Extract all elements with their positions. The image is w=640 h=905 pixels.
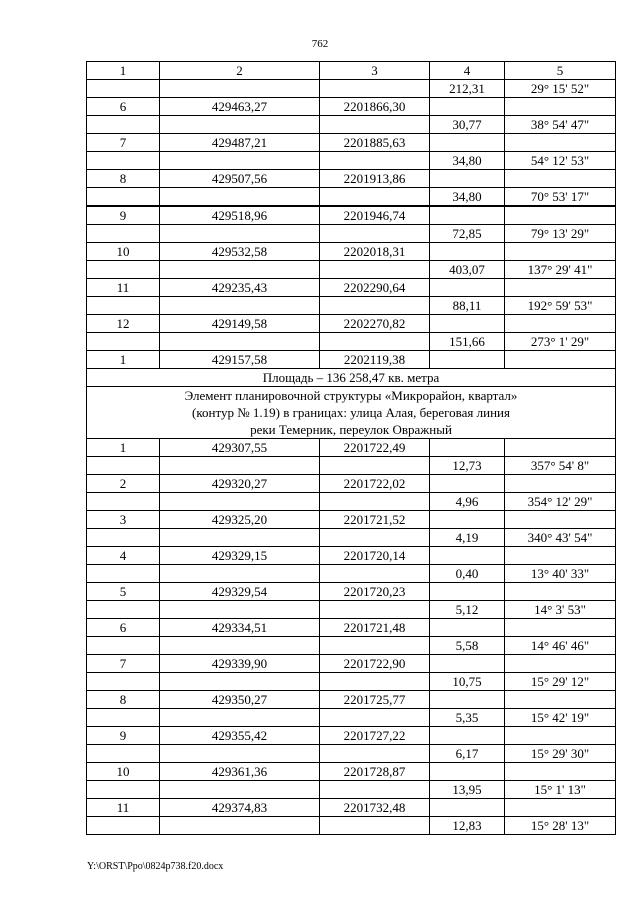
table-cell: 2201946,74 [320, 206, 430, 225]
table-cell: 429507,56 [160, 170, 320, 188]
table-cell: 14° 46' 46" [505, 637, 616, 655]
table-cell [320, 709, 430, 727]
table-cell: 2201722,49 [320, 439, 430, 457]
table-row [87, 297, 616, 315]
element-description-row [87, 387, 616, 439]
table-cell [505, 799, 616, 817]
table-cell [87, 80, 160, 98]
table-cell: 429157,58 [160, 351, 320, 369]
coordinates-table [86, 61, 616, 835]
table-row [87, 134, 616, 152]
table-cell: 429374,83 [160, 799, 320, 817]
table-cell: 429532,58 [160, 243, 320, 261]
table-cell: 30,77 [430, 116, 505, 134]
table-cell: 429463,27 [160, 98, 320, 116]
table-cell: 2202290,64 [320, 279, 430, 297]
table-cell: 2201913,86 [320, 170, 430, 188]
table-cell [320, 297, 430, 315]
table-cell [320, 333, 430, 351]
table-cell [87, 673, 160, 691]
table-cell: 212,31 [430, 80, 505, 98]
table-cell [320, 529, 430, 547]
table-cell: 2201722,02 [320, 475, 430, 493]
table-cell [160, 457, 320, 475]
table-cell [505, 583, 616, 601]
table-cell [320, 225, 430, 243]
table-cell: 192° 59' 53" [505, 297, 616, 315]
table-cell: 429320,27 [160, 475, 320, 493]
table-cell: 9 [87, 727, 160, 745]
table-cell: 11 [87, 799, 160, 817]
table-cell: 5,12 [430, 601, 505, 619]
table-cell [87, 188, 160, 207]
table-cell: 429329,15 [160, 547, 320, 565]
table-cell [87, 565, 160, 583]
table-cell: 6,17 [430, 745, 505, 763]
table-row [87, 763, 616, 781]
table-cell: 2201885,63 [320, 134, 430, 152]
table-cell [505, 439, 616, 457]
table-cell [505, 547, 616, 565]
table-cell [430, 583, 505, 601]
table-cell [320, 565, 430, 583]
table-row [87, 727, 616, 745]
table-row [87, 745, 616, 763]
table-cell: 2201727,22 [320, 727, 430, 745]
table-cell [87, 781, 160, 799]
element-description-line: (контур № 1.19) в границах: улица Алая, береговая линия [192, 405, 510, 420]
table-cell: 7 [87, 134, 160, 152]
table-cell: 2202270,82 [320, 315, 430, 333]
table-cell: 8 [87, 691, 160, 709]
table-cell: 11 [87, 279, 160, 297]
table-cell: 6 [87, 98, 160, 116]
table-cell: 429350,27 [160, 691, 320, 709]
table-cell: 151,66 [430, 333, 505, 351]
table-cell: 15° 29' 12" [505, 673, 616, 691]
table-cell: 4,96 [430, 493, 505, 511]
table-cell: 2202018,31 [320, 243, 430, 261]
page-number: 762 [311, 38, 329, 50]
table-row [87, 457, 616, 475]
table-cell: 14° 3' 53" [505, 601, 616, 619]
table-cell: 15° 28' 13" [505, 817, 616, 835]
table-cell [87, 529, 160, 547]
table-cell: 72,85 [430, 225, 505, 243]
table-cell [160, 225, 320, 243]
table-cell [160, 565, 320, 583]
table-cell: 2201720,23 [320, 583, 430, 601]
table-cell: 2201732,48 [320, 799, 430, 817]
table-cell [320, 745, 430, 763]
table-cell [430, 206, 505, 225]
table-cell: 15° 42' 19" [505, 709, 616, 727]
table-row [87, 799, 616, 817]
table-cell [430, 547, 505, 565]
table-cell [430, 98, 505, 116]
table-cell [320, 116, 430, 134]
table-cell [320, 493, 430, 511]
table-cell [87, 709, 160, 727]
table-cell: 429149,58 [160, 315, 320, 333]
table-cell: 9 [87, 206, 160, 225]
table-cell [87, 116, 160, 134]
table-row [87, 170, 616, 188]
table-row [87, 493, 616, 511]
table-cell: 3 [87, 511, 160, 529]
table-cell: 5,58 [430, 637, 505, 655]
table-cell [505, 727, 616, 745]
table-cell: 2201721,48 [320, 619, 430, 637]
table-row [87, 116, 616, 134]
table-cell [430, 655, 505, 673]
table-cell [320, 457, 430, 475]
table-cell: 12,83 [430, 817, 505, 835]
table-cell [160, 673, 320, 691]
table-cell [505, 351, 616, 369]
table-row [87, 333, 616, 351]
table-cell: 429329,54 [160, 583, 320, 601]
table-cell: 4,19 [430, 529, 505, 547]
table-row [87, 709, 616, 727]
table-row [87, 565, 616, 583]
table-row [87, 152, 616, 170]
element-description [87, 387, 616, 439]
table-cell: 29° 15' 52" [505, 80, 616, 98]
table-row [87, 583, 616, 601]
table-cell: 13,95 [430, 781, 505, 799]
table-cell [320, 152, 430, 170]
table-cell: 1 [87, 439, 160, 457]
table-cell [87, 333, 160, 351]
table-cell [430, 691, 505, 709]
table-row [87, 817, 616, 835]
table-row [87, 351, 616, 369]
table-cell [320, 637, 430, 655]
table-cell [87, 152, 160, 170]
table-cell [87, 261, 160, 279]
header-cell: 3 [320, 62, 430, 80]
table-cell: 5 [87, 583, 160, 601]
table-cell [160, 601, 320, 619]
table-cell: 10 [87, 243, 160, 261]
table-cell [320, 80, 430, 98]
table-cell [320, 261, 430, 279]
table-cell: 354° 12' 29" [505, 493, 616, 511]
table-row [87, 547, 616, 565]
table-cell [320, 781, 430, 799]
table-cell: 429518,96 [160, 206, 320, 225]
area-text: Площадь – 136 258,47 кв. метра [87, 369, 616, 387]
table-cell: 429487,21 [160, 134, 320, 152]
header-cell: 4 [430, 62, 505, 80]
table-cell: 429339,90 [160, 655, 320, 673]
header-cell: 5 [505, 62, 616, 80]
table-row [87, 655, 616, 673]
table-cell: 10 [87, 763, 160, 781]
table-cell [160, 152, 320, 170]
table-cell: 340° 43' 54" [505, 529, 616, 547]
element-description-line: реки Темерник, переулок Овражный [250, 422, 452, 437]
table-row [87, 80, 616, 98]
footer-file-path: Y:\ORST\Ppo\0824p738.f20.docx [87, 861, 224, 872]
table-cell [430, 727, 505, 745]
table-cell [87, 745, 160, 763]
table-row [87, 439, 616, 457]
table-cell: 2201725,77 [320, 691, 430, 709]
table-cell [505, 315, 616, 333]
table-cell: 357° 54' 8" [505, 457, 616, 475]
table-cell [320, 188, 430, 207]
table-row [87, 619, 616, 637]
table-cell [160, 188, 320, 207]
table-cell [505, 619, 616, 637]
table-cell: 13° 40' 33" [505, 565, 616, 583]
table-cell [430, 763, 505, 781]
table-cell [505, 206, 616, 225]
table-cell [430, 315, 505, 333]
table-cell [430, 170, 505, 188]
table-cell: 429361,36 [160, 763, 320, 781]
header-cell: 1 [87, 62, 160, 80]
table-cell: 15° 1' 13" [505, 781, 616, 799]
table-cell [505, 170, 616, 188]
table-cell [505, 511, 616, 529]
table-cell [87, 457, 160, 475]
table-cell [160, 493, 320, 511]
table-cell: 54° 12' 53" [505, 152, 616, 170]
table-cell: 88,11 [430, 297, 505, 315]
table-cell [160, 261, 320, 279]
table-cell [87, 637, 160, 655]
table-cell [430, 351, 505, 369]
table-cell: 34,80 [430, 152, 505, 170]
table-cell [320, 817, 430, 835]
table-cell [505, 134, 616, 152]
table-cell [160, 116, 320, 134]
table-cell [320, 601, 430, 619]
table-row [87, 225, 616, 243]
table-cell: 429334,51 [160, 619, 320, 637]
table-cell: 137° 29' 41" [505, 261, 616, 279]
table-cell: 429325,20 [160, 511, 320, 529]
table-cell [160, 781, 320, 799]
table-row [87, 188, 616, 207]
table-cell: 6 [87, 619, 160, 637]
table-row [87, 691, 616, 709]
table-cell: 273° 1' 29" [505, 333, 616, 351]
table-cell: 5,35 [430, 709, 505, 727]
table-cell: 38° 54' 47" [505, 116, 616, 134]
table-row [87, 279, 616, 297]
table-cell: 2201722,90 [320, 655, 430, 673]
table-cell [160, 637, 320, 655]
element-description-line: Элемент планировочной структуры «Микрорайон, квартал» [184, 388, 518, 403]
table-cell: 2 [87, 475, 160, 493]
table-cell: 403,07 [430, 261, 505, 279]
table-cell: 4 [87, 547, 160, 565]
table-cell: 34,80 [430, 188, 505, 207]
table-row [87, 637, 616, 655]
table-row [87, 98, 616, 116]
table-row [87, 529, 616, 547]
table-cell [430, 475, 505, 493]
table-row [87, 781, 616, 799]
table-cell: 2202119,38 [320, 351, 430, 369]
table-cell: 10,75 [430, 673, 505, 691]
table-cell [505, 98, 616, 116]
table-row [87, 206, 616, 225]
table-cell: 7 [87, 655, 160, 673]
header-cell: 2 [160, 62, 320, 80]
table-cell: 2201720,14 [320, 547, 430, 565]
table-row [87, 261, 616, 279]
table-cell [505, 763, 616, 781]
table-cell [430, 243, 505, 261]
table-row [87, 601, 616, 619]
table-cell: 429307,55 [160, 439, 320, 457]
table-cell [505, 691, 616, 709]
table-cell [160, 297, 320, 315]
table-cell: 1 [87, 351, 160, 369]
table-cell: 2201866,30 [320, 98, 430, 116]
table-cell [87, 225, 160, 243]
table-cell: 2201728,87 [320, 763, 430, 781]
table-cell: 429235,43 [160, 279, 320, 297]
table-cell: 12,73 [430, 457, 505, 475]
table-cell: 12 [87, 315, 160, 333]
table-cell [505, 279, 616, 297]
table-cell: 2201721,52 [320, 511, 430, 529]
table-row [87, 475, 616, 493]
table-row [87, 243, 616, 261]
table-cell [160, 817, 320, 835]
table-cell [505, 475, 616, 493]
table-row [87, 315, 616, 333]
table-row [87, 511, 616, 529]
table-cell: 15° 29' 30" [505, 745, 616, 763]
table-cell [160, 333, 320, 351]
table-cell [430, 439, 505, 457]
table-header-row [87, 62, 616, 80]
table-row [87, 673, 616, 691]
table-cell: 0,40 [430, 565, 505, 583]
table-cell [160, 529, 320, 547]
table-cell: 79° 13' 29" [505, 225, 616, 243]
table-cell: 70° 53' 17" [505, 188, 616, 207]
table-cell [320, 673, 430, 691]
table-cell [505, 243, 616, 261]
area-text-row [87, 369, 616, 387]
table-cell: 429355,42 [160, 727, 320, 745]
table-cell [430, 799, 505, 817]
table-cell [505, 655, 616, 673]
table-cell [87, 817, 160, 835]
table-cell [87, 601, 160, 619]
table-cell [430, 134, 505, 152]
table-cell [87, 493, 160, 511]
table-cell [430, 279, 505, 297]
table-cell [160, 745, 320, 763]
table-cell [430, 619, 505, 637]
table-cell [160, 80, 320, 98]
table-cell: 8 [87, 170, 160, 188]
table-cell [430, 511, 505, 529]
table-cell [87, 297, 160, 315]
table-cell [160, 709, 320, 727]
